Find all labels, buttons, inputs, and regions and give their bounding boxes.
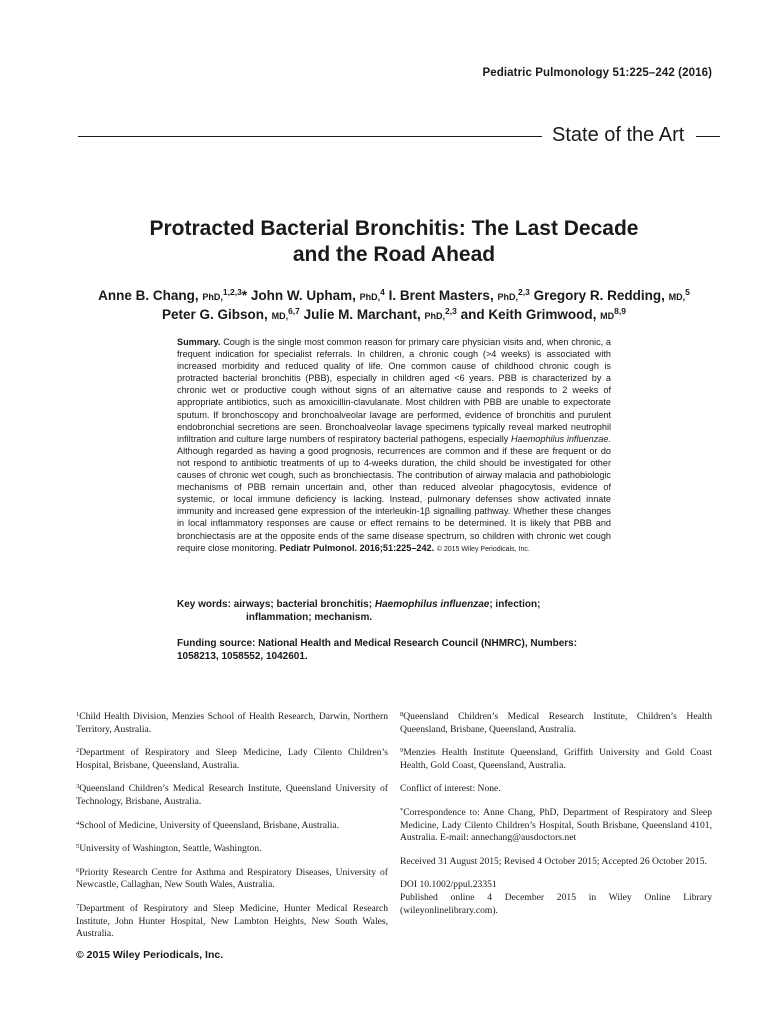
abstract-text-part-1: Cough is the single most common reason for primary care physician visits and, when chronic, a frequent indication for specialist referrals. In children, a chronic cough (>4 weeks) is associated with increased morbidity and reduced quality of life. One common cause of childhood chronic cough is protracted bacterial bronchitis (PBB), especially in children aged <6 years. PBB is characterized by a chronic wet or productive cough without signs of an alternative cause and responds to 2 weeks of appropriate antibiotics, such as amoxicillin-clavulanate. Most children with PBB are unable to expectorate sputum. If bronchoscopy and bronchoalveolar lavage are performed, evidence of bronchitis and purulent endobronchial secretions are seen. Bronchoalveolar lavage specimens typically reveal marked neutrophil infiltration and culture large numbers of respiratory bacterial pathogens, especially	[177, 337, 611, 444]
keywords	[177, 598, 611, 624]
affiliation-text: Child Health Division, Menzies School of Health Research, Darwin, Northern Territory, Australia.	[76, 711, 388, 735]
affiliation-number: 7	[76, 902, 80, 910]
keywords-part-1: airways; bacterial bronchitis;	[233, 599, 373, 610]
keywords-part-2: ; infection;	[489, 599, 541, 610]
affiliation	[76, 843, 388, 856]
author-name: I. Brent Masters,	[388, 288, 494, 303]
affiliation	[400, 747, 712, 772]
author-name: Gregory R. Redding,	[533, 288, 665, 303]
author-degree: MD	[600, 311, 615, 321]
abstract-copyright: © 2015 Wiley Periodicals, Inc.	[436, 545, 530, 553]
article-title	[60, 216, 728, 268]
received-dates: Received 31 August 2015; Revised 4 October 2015; Accepted 26 October 2015.	[400, 855, 707, 867]
author-list	[50, 287, 738, 325]
author-line-2	[50, 306, 738, 325]
author-affil-ref: 2,3	[517, 287, 530, 297]
affiliation-text: Priority Research Centre for Asthma and Respiratory Diseases, University of Newcastle, Callaghan, New South Wales, Australia.	[76, 866, 388, 891]
affiliation-text: University of Washington, Seattle, Washington.	[79, 843, 262, 855]
author-conjunction: and	[460, 307, 485, 322]
keywords-line-2: inflammation; mechanism.	[246, 612, 373, 623]
author-affil-ref: 1,2,3	[222, 287, 242, 297]
affiliations-left-column	[76, 711, 388, 952]
affiliation-number: 1	[76, 711, 80, 718]
author-affil-ref: 5	[685, 287, 690, 297]
affiliation	[76, 783, 388, 808]
affiliation-number: 6	[76, 866, 80, 874]
author-affil-ref: 2,3	[444, 306, 457, 316]
affiliation-number: 4	[76, 819, 80, 827]
affiliation	[76, 820, 388, 833]
correspondence	[400, 807, 712, 845]
author-degree: MD,	[668, 292, 686, 302]
author-degree: PhD,	[497, 292, 518, 302]
affiliation-number: 2	[76, 747, 80, 755]
author-name: Peter G. Gibson,	[162, 307, 268, 322]
author-degree: PhD,	[424, 311, 445, 321]
section-label: State of the Art	[552, 124, 685, 146]
section-header	[78, 124, 768, 148]
affiliation-text: Menzies Health Institute Queensland, Griffith University and Gold Coast Health, Gold Coast, Queensland, Australia.	[400, 747, 712, 771]
affiliation-text: School of Medicine, University of Queensland, Brisbane, Australia.	[79, 819, 340, 831]
author-line-1	[50, 287, 738, 306]
author-name: Keith Grimwood,	[488, 307, 597, 322]
abstract	[177, 336, 611, 556]
journal-citation: Pediatric Pulmonology 51:225–242 (2016)	[482, 67, 712, 79]
affiliation-number: 9	[400, 747, 404, 755]
author-affil-ref: 6,7	[288, 306, 300, 316]
affiliation-text: Department of Respiratory and Sleep Medicine, Lady Cilento Children’s Hospital, Brisbane, Queensland, Australia.	[76, 747, 388, 771]
author-degree: PhD,	[202, 292, 223, 302]
author-affil-ref: 4	[380, 287, 385, 297]
conflict-of-interest: Conflict of interest: None.	[400, 783, 501, 795]
footer-copyright: © 2015 Wiley Periodicals, Inc.	[76, 949, 224, 961]
title-line-1: Protracted Bacterial Bronchitis: The Last Decade	[149, 217, 639, 240]
publication-info	[400, 879, 712, 917]
author-degree: MD,	[271, 311, 289, 321]
doi: DOI 10.1002/ppul.23351	[400, 879, 497, 891]
author-name: Anne B. Chang,	[98, 288, 199, 303]
affiliation-text: Department of Respiratory and Sleep Medicine, Hunter Medical Research Institute, John Hunter Hospital, New Lambton Heights, New South Wales, Australia.	[76, 902, 388, 940]
keywords-italic: Haemophilus influenzae	[374, 599, 490, 610]
correspondence-text: Correspondence to: Anne Chang, PhD, Department of Respiratory and Sleep Medicine, Lady Cilento Children’s Hospital, South Brisbane, Queensland 4101, Australia. E-mail: annechang@ausdoctors.net	[400, 806, 712, 844]
pathogen-name: Haemophilus influenzae.	[510, 433, 611, 444]
correspondence-mark: *	[400, 806, 404, 814]
abstract-citation: Pediatr Pulmonol. 2016;51:225–242.	[279, 542, 435, 553]
affiliation-text: Queensland Children’s Medical Research Institute, Children’s Health Queensland, Brisbane, Queensland, Australia.	[400, 711, 712, 735]
section-rule-right	[696, 136, 720, 137]
funding-source: Funding source: National Health and Medical Research Council (NHMRC), Numbers: 1058213, 1058552, 1042601.	[177, 638, 578, 662]
keywords-label: Key words:	[177, 599, 231, 610]
affiliation	[76, 867, 388, 892]
affiliation-text: Queensland Children’s Medical Research Institute, Queensland University of Technology, Brisbane, Australia.	[76, 783, 388, 807]
section-rule-left	[78, 136, 542, 137]
published-online: Published online 4 December 2015 in Wiley Online Library (wileyonlinelibrary.com).	[400, 891, 712, 916]
affiliation	[76, 711, 388, 736]
author-affil-ref: 8,9	[614, 306, 626, 316]
affiliation-number: 8	[400, 711, 404, 718]
affiliations-right-column	[400, 711, 712, 917]
author-degree: PhD,	[359, 292, 381, 302]
abstract-label: Summary.	[177, 337, 221, 347]
affiliation	[76, 747, 388, 772]
title-line-2: and the Road Ahead	[292, 243, 496, 266]
author-name: John W. Upham,	[250, 288, 356, 303]
author-name: Julie M. Marchant,	[303, 307, 421, 322]
corresponding-mark: *	[241, 288, 248, 303]
affiliation-number: 5	[76, 843, 80, 851]
affiliation-number: 3	[76, 783, 80, 791]
affiliation	[76, 903, 388, 941]
abstract-text-part-2: Although regarded as having a good prognosis, recurrences are common and if these are frequent or do not respond to antibiotic treatments of up to 4-weeks duration, the child should be investigated for other causes of chronic wet cough, such as bronchiectasis. The contribution of airway malacia and pathobiologic mechanisms of PBB remain uncertain and, other than reduced alveolar phagocytosis, evidence of systemic, or local immune deficiency is lacking. Instead, pulmonary defenses show activated innate immunity and increased gene expression of the interleukin-1β signalling pathway. Whether these changes in local inflammatory responses are cause or effect remains to be determined. It is likely that PBB and bronchiectasis are at the opposite ends of the same disease spectrum, so children with chronic wet cough require close monitoring.	[177, 445, 611, 553]
affiliation	[400, 711, 712, 736]
